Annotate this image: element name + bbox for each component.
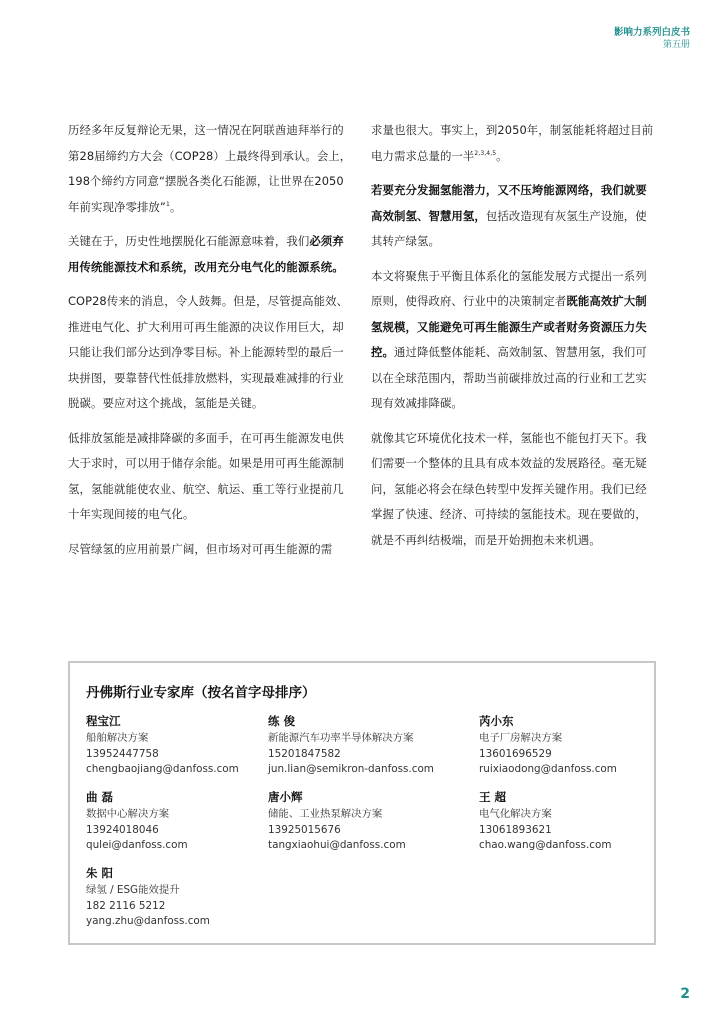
expert-role: 新能源汽车功率半导体解决方案 bbox=[268, 732, 414, 744]
paragraph: 就像其它环境优化技术一样，氢能也不能包打天下。我们需要一个整体的且具有成本效益的发展路径。毫无疑问，氢能必将会在绿色转型中发挥关键作用。我们已经掌握了快速、经济、可持续的氢能技术。现在要做的，就是不再纠结极端，而是开始拥抱未来机遇。 bbox=[371, 430, 647, 547]
expert-card bbox=[86, 711, 271, 778]
expert-phone: 15201847582 bbox=[268, 747, 341, 760]
expert-role: 船舶解决方案 bbox=[86, 732, 149, 744]
expert-email[interactable]: ruixiaodong@danfoss.com bbox=[479, 763, 617, 775]
emphasis-text: 既能高效扩大制氢规模，又能避免可再生能源生产或者财务资源压力失控。 bbox=[371, 294, 647, 359]
expert-email[interactable]: chao.wang@danfoss.com bbox=[479, 839, 612, 851]
expert-phone: 13952447758 bbox=[86, 747, 159, 760]
footnote-ref: 2,3,4,5 bbox=[474, 149, 497, 157]
paragraph: 求量也很大。事实上，到2050年，制氢能耗将超过目前电力需求总量的一半$^{2,3,4,5}$。 bbox=[371, 123, 654, 163]
expert-phone: 13924018046 bbox=[86, 823, 159, 836]
expert-role: 绿氢 / ESG能效提升 bbox=[86, 884, 180, 896]
series-title: 影响力系列白皮书 bbox=[613, 27, 690, 38]
left-column bbox=[68, 118, 353, 571]
expert-phone: 182 2116 5212 bbox=[86, 899, 166, 912]
expert-card bbox=[268, 787, 453, 854]
paragraph: 本文将聚焦于平衡且体系化的氢能发展方式提出一系列原则，使得政府、行业中的决策制定者既能高效扩大制氢规模，又能避免可再生能源生产或者财务资源压力失控。通过降低整体能耗、高效制氢、智慧用氢，我们可以在全球范围内，帮助当前碳排放过高的行业和工艺实现有效减排降碳。 bbox=[371, 268, 647, 410]
expert-phone: 13061893621 bbox=[479, 823, 552, 836]
paragraph: 历经多年反复辩论无果，这一情况在阿联酋迪拜举行的第28届缔约方大会（COP28）上最终得到承认。会上，198个缔约方同意“摆脱各类化石能源，让世界在2050年前实现净零排放”$^1$。 bbox=[68, 123, 352, 214]
expert-name: 练 俊 bbox=[268, 714, 296, 728]
expert-phone: 13925015676 bbox=[268, 823, 341, 836]
expert-card bbox=[268, 711, 453, 778]
expert-name: 王 超 bbox=[479, 790, 507, 804]
expert-card bbox=[86, 787, 271, 854]
expert-email[interactable]: tangxiaohui@danfoss.com bbox=[268, 839, 406, 851]
expert-card bbox=[86, 863, 271, 930]
expert-email[interactable]: qulei@danfoss.com bbox=[86, 839, 188, 851]
expert-name: 程宝江 bbox=[86, 714, 121, 728]
paragraph: 尽管绿氢的应用前景广阔，但市场对可再生能源的需 bbox=[68, 541, 333, 556]
expert-name: 芮小东 bbox=[479, 714, 514, 728]
expert-role: 电子厂房解决方案 bbox=[479, 732, 563, 744]
volume-label: 第五册 bbox=[662, 40, 690, 50]
expert-phone: 13601696529 bbox=[479, 747, 552, 760]
expert-email[interactable]: yang.zhu@danfoss.com bbox=[86, 915, 210, 927]
paragraph: COP28传来的消息，令人鼓舞。但是，尽管提高能效、推进电气化、扩大利用可再生能源的决议作用巨大，却只能让我们部分达到净零目标。补上能源转型的最后一块拼图，要靠替代性低排放燃料，实现最难减排的行业脱碳。要应对这个挑战，氢能是关键。 bbox=[68, 294, 349, 410]
page-header bbox=[614, 26, 690, 52]
footnote-ref: 1 bbox=[165, 200, 170, 208]
emphasis-text: 若要充分发掘氢能潜力，又不压垮能源网络，我们就要高效制氢、智慧用氢， bbox=[371, 183, 647, 223]
expert-card bbox=[479, 787, 664, 854]
expert-directory-title: 丹佛斯行业专家库（按名首字母排序） bbox=[86, 685, 316, 701]
paragraph: 低排放氢能是减排降碳的多面手，在可再生能源发电供大于求时，可以用于储存余能。如果是用可再生能源制氢，氢能就能使农业、航空、航运、重工等行业提前几十年实现间接的电气化。 bbox=[68, 430, 344, 521]
page-number: 2 bbox=[680, 986, 690, 1002]
expert-email[interactable]: chengbaojiang@danfoss.com bbox=[86, 763, 239, 775]
expert-name: 曲 磊 bbox=[86, 790, 114, 804]
emphasis-text: 必须弃用传统能源技术和系统，改用充分电气化的能源系统。 bbox=[68, 234, 344, 274]
expert-card bbox=[479, 711, 664, 778]
expert-role: 数据中心解决方案 bbox=[86, 808, 170, 820]
expert-email[interactable]: jun.lian@semikron-danfoss.com bbox=[268, 763, 434, 775]
expert-name: 唐小辉 bbox=[268, 790, 303, 804]
expert-role: 电气化解决方案 bbox=[479, 808, 552, 820]
expert-directory-box bbox=[68, 661, 656, 945]
expert-role: 储能、工业热泵解决方案 bbox=[268, 808, 383, 820]
expert-name: 朱 阳 bbox=[86, 866, 114, 880]
paragraph: 关键在于，历史性地摆脱化石能源意味着，我们必须弃用传统能源技术和系统，改用充分电气化的能源系统。 bbox=[68, 234, 344, 274]
right-column bbox=[371, 118, 656, 562]
paragraph: 若要充分发掘氢能潜力，又不压垮能源网络，我们就要高效制氢、智慧用氢，包括改造现有灰氢生产设施，使其转产绿氢。 bbox=[371, 183, 647, 248]
